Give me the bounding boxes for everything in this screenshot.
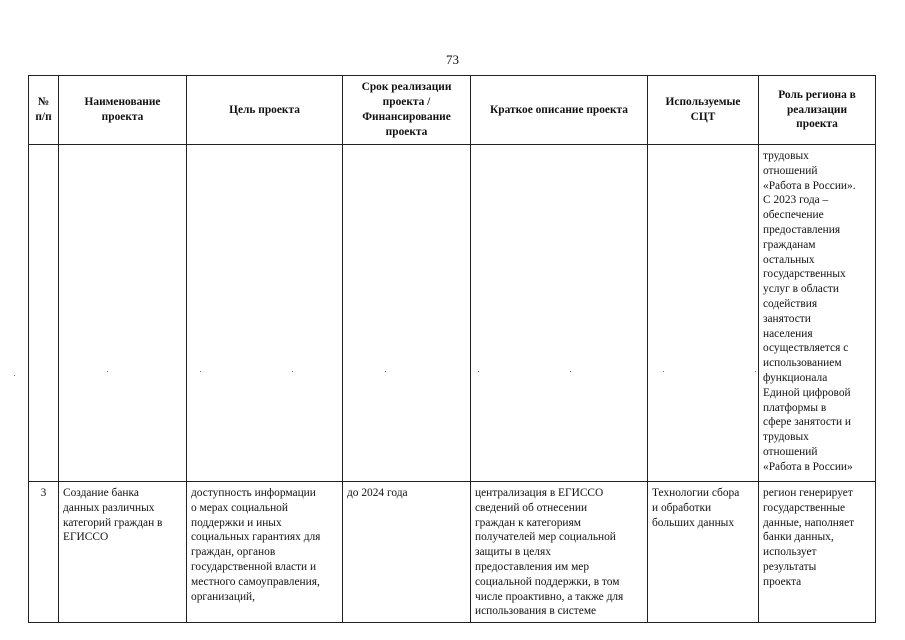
- row3-project-goal: доступность информации о мерах социальной поддержки и иных социальных гарантиях для граждан, органов государственной власти и местного самоуправления, организаций,: [191, 487, 321, 603]
- page-number: 73: [446, 52, 459, 67]
- row3-description: централизация в ЕГИССО сведений об отнесении граждан к категориям получателей мер социальной защиты в целях предоставления им мер социальной поддержки, в том числе проактивно, а также для использования в системе: [475, 487, 624, 618]
- header-number: № п/п: [35, 96, 52, 123]
- row3-number: 3: [40, 487, 47, 499]
- continuation-role-cell: трудовых отношений «Работа в России». С 2023 года – обеспечение предоставления гражданам остальных государственных услуг в области содействия занятости населения осуществляется с использованием функционала Единой цифровой платформы в сфере занятости и трудовых отношений «Работа в России»: [763, 150, 856, 473]
- row3-term: до 2024 года: [347, 487, 408, 499]
- header-project-name: Наименование проекта: [84, 96, 161, 123]
- scan-speck: [292, 371, 293, 372]
- scan-speck: [14, 375, 15, 376]
- row3-technologies: Технологии сбора и обработки больших данных: [652, 487, 740, 529]
- scan-speck: [663, 371, 664, 372]
- header-description: Краткое описание проекта: [490, 103, 628, 116]
- scan-speck: [570, 371, 571, 372]
- header-term-financing: Срок реализации проекта / Финансирование проекта: [361, 81, 452, 138]
- scan-speck: [200, 371, 201, 372]
- scan-speck: [755, 371, 756, 372]
- header-region-role: Роль региона в реализации проекта: [778, 88, 856, 131]
- header-project-goal: Цель проекта: [229, 103, 300, 116]
- header-technologies: Используемые СЦТ: [665, 96, 741, 123]
- scan-speck: [478, 371, 479, 372]
- row3-region-role: регион генерирует государственные данные, наполняет банки данных, использует результаты проекта: [763, 487, 855, 588]
- scan-speck: [107, 371, 108, 372]
- row3-project-name: Создание банка данных различных категорий граждан в ЕГИССО: [63, 487, 163, 544]
- scan-speck: [385, 371, 386, 372]
